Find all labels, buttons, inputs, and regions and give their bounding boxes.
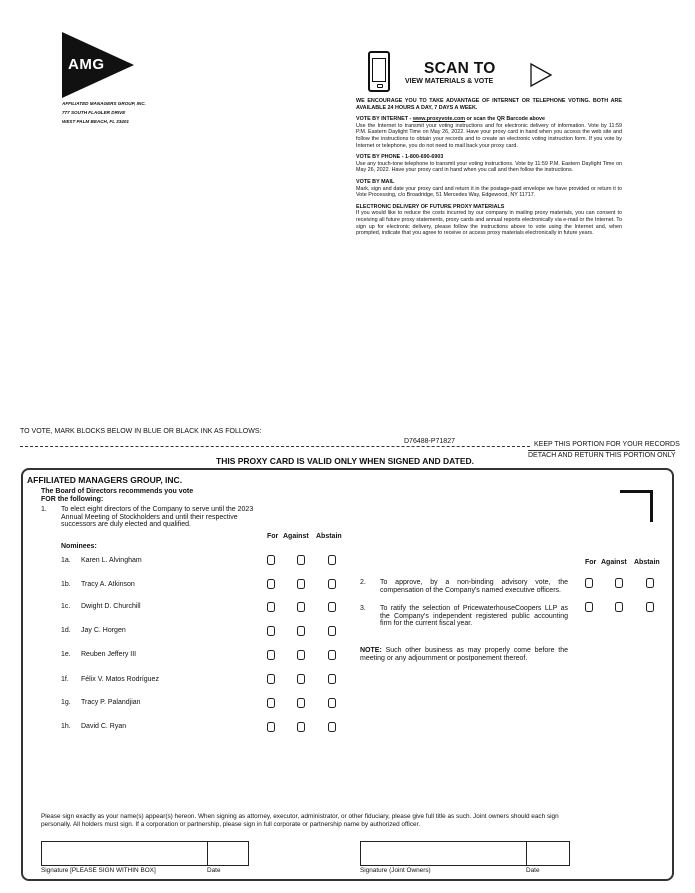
amg-logo-text: AMG [68, 56, 105, 73]
scan-title: SCAN TO [424, 60, 496, 77]
to-vote-instructions: TO VOTE, MARK BLOCKS BELOW IN BLUE OR BLACK INK AS FOLLOWS: [20, 428, 262, 435]
joint-signature-label: Signature (Joint Owners) [360, 867, 431, 874]
vote-against-checkbox[interactable] [297, 722, 305, 732]
item2-for-checkbox[interactable] [585, 578, 593, 588]
vote-abstain-checkbox[interactable] [328, 698, 336, 708]
company-address-line: 777 SOUTH FLAGLER DRIVE [62, 110, 126, 115]
divider [528, 450, 675, 451]
signature-label: Signature [PLEASE SIGN WITHIN BOX] [41, 867, 156, 874]
vote-for-checkbox[interactable] [267, 650, 275, 660]
vote-for-checkbox[interactable] [267, 698, 275, 708]
mail-body: Mark, sign and date your proxy card and return it in the postage-paid envelope we have provided or return it to Vote Processing, c/o Broadridge, 51 Mercedes Way, Edgewood, NY 11717. [356, 185, 622, 199]
vote-against-checkbox[interactable] [297, 650, 305, 660]
date-label: Date [207, 867, 221, 874]
signature-box[interactable] [41, 841, 208, 866]
item3-for-checkbox[interactable] [585, 602, 593, 612]
col-for-header-right: For [585, 559, 597, 566]
internet-body: Use the Internet to transmit your voting instructions and for electronic delivery of information. Vote by 11:59 P.M. Eastern Daylight Time on May 26, 2022. Have your proxy card in hand when you access the web site and follow the instructions to obtain your records and to create an electronic voting instruction form. If you vote by Internet or telephone, you do not need to mail back your proxy card. [356, 122, 622, 149]
edelivery-body: If you would like to reduce the costs incurred by our company in mailing proxy materials, you can consent to receiving all future proxy statements, proxy cards and annual reports electronically via e-mail or the Internet. To sign up for electronic delivery, please follow the instructions above to vote using the Internet and, when prompted, indicate that you agree to receive or access proxy materials electronically in future years. [356, 210, 622, 237]
nominee-name: Jay C. Horgen [81, 627, 126, 634]
item2-text: To approve, by a non-binding advisory vote, the compensation of the Company's named executive officers. [380, 579, 568, 594]
nominee-name: Reuben Jeffery III [81, 651, 137, 658]
vote-abstain-checkbox[interactable] [328, 722, 336, 732]
detach-line [20, 446, 530, 447]
vote-abstain-checkbox[interactable] [328, 555, 336, 565]
board-recommendation: The Board of Directors recommends you vote [41, 488, 194, 495]
vote-abstain-checkbox[interactable] [328, 674, 336, 684]
mail-heading: VOTE BY MAIL [356, 178, 395, 185]
nominee-name: David C. Ryan [81, 723, 127, 730]
nominee-num: 1h. [61, 723, 71, 730]
joint-date-box[interactable] [526, 841, 570, 866]
item1-text: To elect eight directors of the Company to serve until the 2023 Annual Meeting of Stockholders and until their respective successors are duly elected and qualified. [61, 506, 254, 529]
nominees-label: Nominees: [61, 543, 97, 550]
col-against-header: Against [283, 533, 309, 540]
vote-for-checkbox[interactable] [267, 555, 275, 565]
voting-info [356, 98, 622, 237]
valid-notice: THIS PROXY CARD IS VALID ONLY WHEN SIGNED AND DATED. [216, 456, 475, 466]
voting-intro: WE ENCOURAGE YOU TO TAKE ADVANTAGE OF INTERNET OR TELEPHONE VOTING. BOTH ARE AVAILABLE 24 HOURS A DAY, 7 DAYS A WEEK. [356, 98, 622, 111]
item2-number: 2. [360, 579, 366, 586]
vote-for-checkbox[interactable] [267, 579, 275, 589]
vote-against-checkbox[interactable] [297, 555, 305, 565]
nominee-num: 1e. [61, 651, 71, 658]
joint-date-label: Date [526, 867, 540, 874]
vote-abstain-checkbox[interactable] [328, 626, 336, 636]
note: NOTE: Such other business as may properly come before the meeting or any adjournment or postponement thereof. [360, 647, 568, 662]
company-address-line: AFFILIATED MANAGERS GROUP, INC. [62, 101, 146, 106]
vote-against-checkbox[interactable] [297, 626, 305, 636]
nominee-name: Dwight D. Churchill [81, 603, 141, 610]
card-company-name: AFFILIATED MANAGERS GROUP, INC. [27, 475, 183, 485]
joint-signature-box[interactable] [360, 841, 527, 866]
nominee-num: 1a. [61, 557, 71, 564]
internet-heading: VOTE BY INTERNET - www.proxyvote.com or scan the QR Barcode above [356, 116, 546, 123]
nominee-name: Tracy A. Atkinson [81, 581, 135, 588]
vote-for-checkbox[interactable] [267, 674, 275, 684]
nominee-num: 1c. [61, 603, 71, 610]
nominee-name: Félix V. Matos Rodríguez [81, 676, 159, 683]
detach-portion-label: DETACH AND RETURN THIS PORTION ONLY [528, 452, 676, 459]
item2-abstain-checkbox[interactable] [646, 578, 654, 588]
col-for-header: For [267, 533, 279, 540]
vote-against-checkbox[interactable] [297, 698, 305, 708]
item3-number: 3. [360, 605, 366, 612]
nominee-num: 1d. [61, 627, 71, 634]
phone-body: Use any touch-tone telephone to transmit your voting instructions. Vote by 11:59 P.M. Eastern Daylight Time on May 26, 2022. Have your proxy card in hand when you call and then follow the instructions. [356, 160, 622, 174]
col-abstain-header: Abstain [316, 533, 342, 540]
nominee-name: Karen L. Alvingham [81, 557, 142, 564]
vote-against-checkbox[interactable] [297, 674, 305, 684]
control-number: D76488-P71827 [404, 438, 455, 445]
play-arrow-icon [529, 62, 553, 88]
vote-for-checkbox[interactable] [267, 722, 275, 732]
vote-for-checkbox[interactable] [267, 626, 275, 636]
company-address-line: WEST PALM BEACH, FL 33401 [62, 119, 129, 124]
date-box[interactable] [207, 841, 249, 866]
proxyvote-link[interactable]: www.proxyvote.com [412, 116, 466, 123]
item3-abstain-checkbox[interactable] [646, 602, 654, 612]
scan-subtitle: VIEW MATERIALS & VOTE [405, 78, 494, 85]
corner-mark [620, 490, 653, 522]
phone-icon [368, 51, 390, 92]
vote-against-checkbox[interactable] [297, 579, 305, 589]
phone-heading: VOTE BY PHONE - 1-800-690-6903 [356, 154, 444, 161]
nominee-num: 1b. [61, 581, 71, 588]
keep-portion-label: KEEP THIS PORTION FOR YOUR RECORDS [534, 441, 680, 448]
vote-abstain-checkbox[interactable] [328, 579, 336, 589]
sign-instructions: Please sign exactly as your name(s) appear(s) hereon. When signing as attorney, executor, administrator, or other fiduciary, please give full title as such. Joint owners should each sign personally. All holders must sign. If a corporation or partnership, please sign in full corporate or partnership name by authorized officer. [41, 813, 559, 828]
vote-against-checkbox[interactable] [297, 602, 305, 612]
nominee-num: 1f. [61, 676, 69, 683]
nominee-name: Tracy P. Palandjian [81, 699, 141, 706]
edelivery-heading: ELECTRONIC DELIVERY OF FUTURE PROXY MATERIALS [356, 203, 505, 210]
vote-abstain-checkbox[interactable] [328, 650, 336, 660]
vote-abstain-checkbox[interactable] [328, 602, 336, 612]
col-abstain-header-right: Abstain [634, 559, 660, 566]
col-against-header-right: Against [601, 559, 627, 566]
vote-for-checkbox[interactable] [267, 602, 275, 612]
board-recommendation-for: FOR the following: [41, 496, 104, 503]
item3-against-checkbox[interactable] [615, 602, 623, 612]
item2-against-checkbox[interactable] [615, 578, 623, 588]
item1-number: 1. [41, 506, 47, 513]
item3-text: To ratify the selection of PricewaterhouseCoopers LLP as the Company's independent registered public accounting firm for the current fiscal year. [380, 605, 568, 628]
nominee-num: 1g. [61, 699, 71, 706]
